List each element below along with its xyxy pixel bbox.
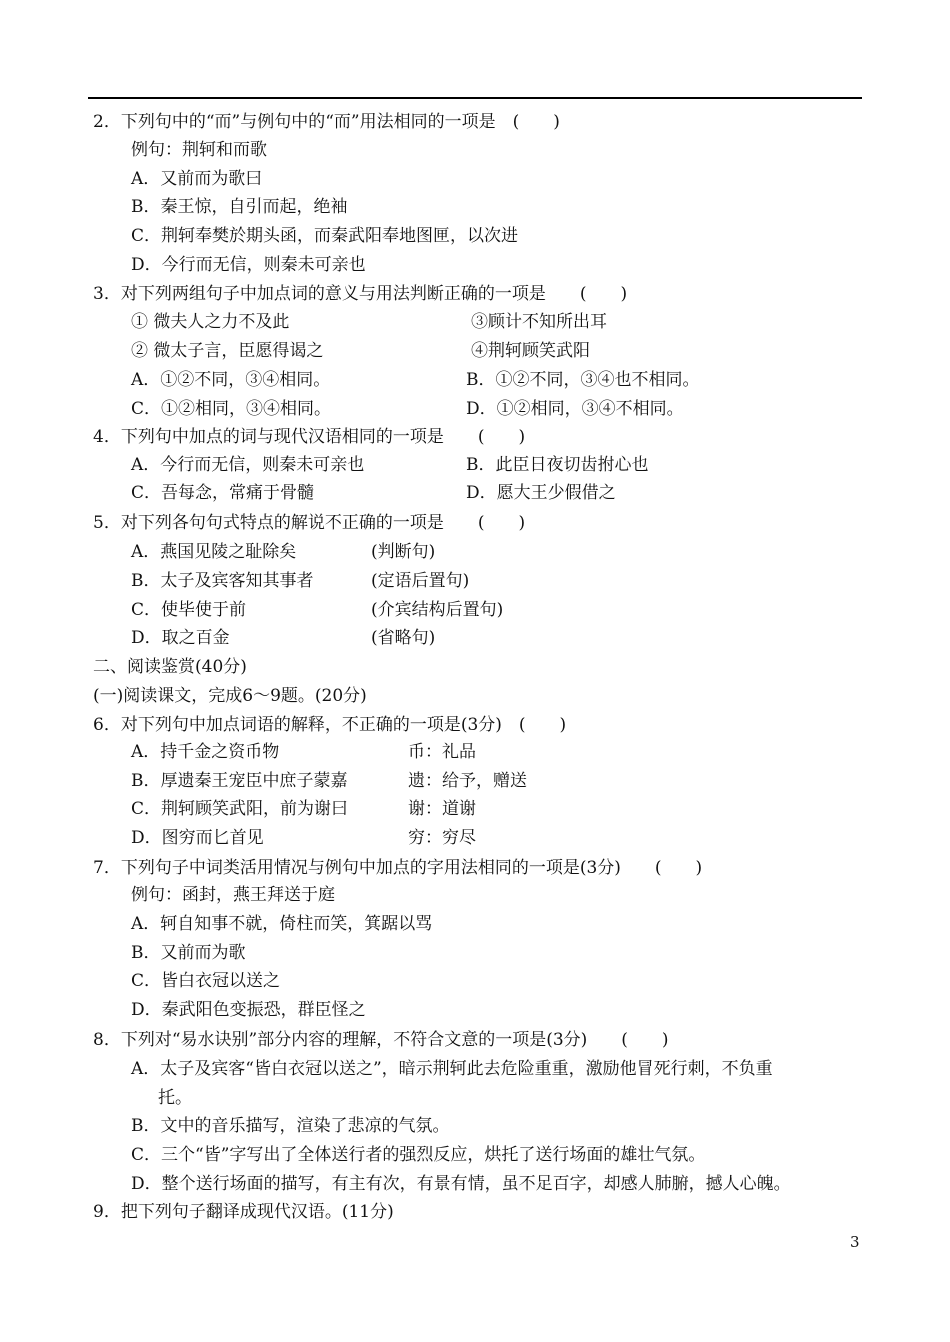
text-line: D．图穷而匕首见 <box>131 828 264 848</box>
text-line: B．又前而为歌 <box>131 943 246 963</box>
text-line: A．轲自知事不就，倚柱而笑，箕踞以骂 <box>131 914 433 934</box>
text-line: ② 微太子言，臣愿得谒之 <box>131 341 324 361</box>
text-line: 穷：穷尽 <box>408 828 476 848</box>
text-line: 4．下列句中加点的词与现代汉语相同的一项是 ( ) <box>93 427 526 447</box>
text-line: 例句：函封，燕王拜送于庭 <box>131 885 335 905</box>
text-line: (介宾结构后置句) <box>371 600 504 620</box>
text-line: 二、阅读鉴赏(40分) <box>93 657 247 677</box>
text-line: B．秦王惊，自引而起，绝袖 <box>131 197 348 217</box>
text-line: B．厚遗秦王宠臣中庶子蒙嘉 <box>131 771 348 791</box>
text-line: (判断句) <box>371 542 436 562</box>
text-line: D．整个送行场面的描写，有主有次，有景有情，虽不足百字，却感人肺腑，撼人心魄。 <box>131 1174 791 1194</box>
text-line: D．①②相同，③④不相同。 <box>466 399 684 419</box>
text-line: D．取之百金 <box>131 628 230 648</box>
text-line: A．今行而无信，则秦未可亲也 <box>131 455 365 475</box>
text-line: C．三个“皆”字写出了全体送行者的强烈反应，烘托了送行场面的雄壮气氛。 <box>131 1145 706 1165</box>
text-line: 币：礼品 <box>408 742 476 762</box>
text-line: B．太子及宾客知其事者 <box>131 571 314 591</box>
text-line: C．荆轲奉樊於期头函，而秦武阳奉地图匣，以次进 <box>131 226 519 246</box>
text-line: C．①②相同，③④相同。 <box>131 399 332 419</box>
text-line: 例句：荆轲和而歌 <box>131 140 267 160</box>
text-line: D．愿大王少假借之 <box>466 483 616 503</box>
text-line: 2．下列句中的“而”与例句中的“而”用法相同的一项是 ( ) <box>93 112 560 132</box>
text-line: 9．把下列句子翻译成现代汉语。(11分) <box>93 1202 394 1222</box>
text-line: C．使毕使于前 <box>131 600 247 620</box>
text-line: C．吾每念，常痛于骨髓 <box>131 483 315 503</box>
text-line: ③顾计不知所出耳 <box>471 312 607 332</box>
text-line: B．文中的音乐描写，渲染了悲凉的气氛。 <box>131 1116 450 1136</box>
text-line: (省略句) <box>371 628 436 648</box>
text-line: B．此臣日夜切齿拊心也 <box>466 455 649 475</box>
text-line: B．①②不同，③④也不相同。 <box>466 370 700 390</box>
page-number: 3 <box>850 1233 860 1251</box>
text-line: A．又前而为歌曰 <box>131 169 263 189</box>
text-line: D．今行而无信，则秦未可亲也 <box>131 255 366 275</box>
text-line: A．燕国见陵之耻除矣 <box>131 542 297 562</box>
text-line: (定语后置句) <box>371 571 470 591</box>
text-line: ① 微夫人之力不及此 <box>131 312 290 332</box>
text-line: A．太子及宾客“皆白衣冠以送之”，暗示荆轲此去危险重重，激励他冒死行刺，不负重 <box>131 1059 773 1079</box>
text-line: 谢：道谢 <box>408 799 476 819</box>
text-line: D．秦武阳色变振恐，群臣怪之 <box>131 1000 366 1020</box>
text-line: C．皆白衣冠以送之 <box>131 971 281 991</box>
text-line: 7．下列句子中词类活用情况与例句中加点的字用法相同的一项是(3分) ( ) <box>93 858 703 878</box>
text-line: 5．对下列各句句式特点的解说不正确的一项是 ( ) <box>93 513 526 533</box>
text-line: 遗：给予，赠送 <box>408 771 527 791</box>
text-line: (一)阅读课文，完成6～9题。(20分) <box>93 686 367 706</box>
text-line: 3．对下列两组句子中加点词的意义与用法判断正确的一项是 ( ) <box>93 284 628 304</box>
header-rule <box>88 97 862 99</box>
text-line: A．①②不同，③④相同。 <box>131 370 331 390</box>
text-line: C．荆轲顾笑武阳，前为谢曰 <box>131 799 349 819</box>
text-line: 6．对下列句中加点词语的解释，不正确的一项是(3分) ( ) <box>93 715 567 735</box>
text-line: ④荆轲顾笑武阳 <box>471 341 590 361</box>
text-line: A．持千金之资币物 <box>131 742 280 762</box>
text-line: 8．下列对“易水诀别”部分内容的理解，不符合文意的一项是(3分) ( ) <box>93 1030 669 1050</box>
text-line: 托。 <box>158 1088 192 1108</box>
